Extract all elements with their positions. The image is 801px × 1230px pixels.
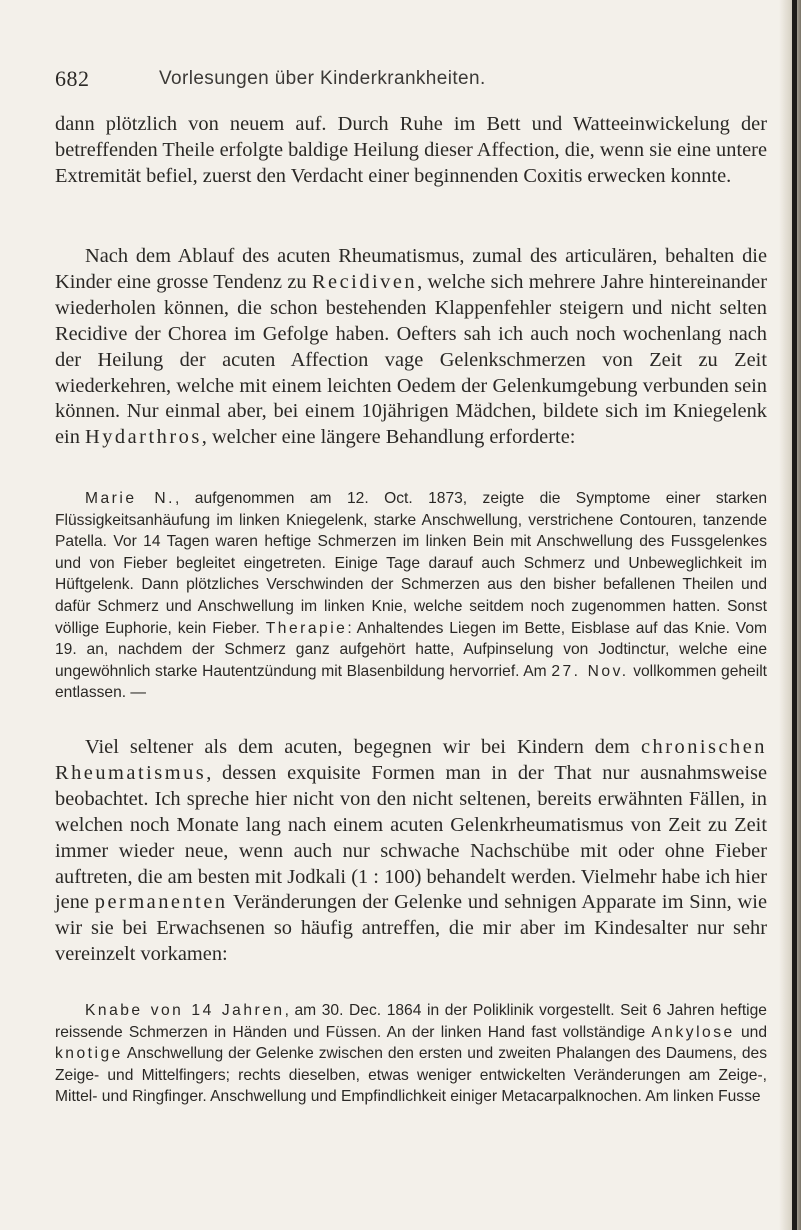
term-knotige: knotige bbox=[55, 1045, 123, 1063]
case-report-marie bbox=[55, 488, 767, 704]
term-therapie: Therapie bbox=[265, 619, 348, 637]
paragraph-chronic-rheumatism bbox=[55, 735, 767, 968]
paragraph-2-part-c: , welcher eine längere Behandlung erforderte: bbox=[201, 426, 576, 449]
term-permanenten: permanenten bbox=[94, 891, 228, 914]
paragraph-2-part-a: Nach dem Ablauf des acuten Rheumatismus, zumal des articulären, behalten die Kinder eine grosse Tendenz zu bbox=[55, 245, 767, 293]
case-1-patient-name: Marie N. bbox=[85, 490, 176, 507]
running-head: Vorlesungen über Kinderkrankheiten. bbox=[159, 68, 486, 89]
case-2-patient-name: Knabe von 14 Jahren bbox=[85, 1002, 285, 1019]
case-1-discharge-date: 27. Nov. bbox=[551, 662, 629, 680]
case-2-part-b: und bbox=[734, 1023, 767, 1041]
term-hydarthros: Hydarthros bbox=[85, 426, 202, 449]
case-report-knabe bbox=[55, 1000, 767, 1108]
term-chronischen-rheumatismus: chronischen Rheumatismus bbox=[55, 736, 767, 784]
paragraph-3-part-c: Veränderungen der Gelenke und sehnigen Apparate im Sinn, wie wir sie bei Erwachsenen so häufig antreffen, die mir aber im Kindesalter nur sehr vereinzelt vorkamen: bbox=[55, 891, 768, 966]
paragraph-3-text bbox=[55, 735, 767, 968]
paragraph-2-part-b: , welche sich mehrere Jahre hintereinander wiederholen können, die schon bestehenden Klappenfehler steigern und nicht selten Recidive der Chorea im Gefolge haben. Oefters sah ich auch noch wochenlang nach der Heilung der acuten Affection vage Gelenkschmerzen von Zeit zu Zeit wiederkehren, welche mit einem leichten Oedem der Gelenkumgebung verbunden sein können. Nur einmal aber, bei einem 10jährigen Mädchen, bildete sich im Kniegelenk ein bbox=[55, 270, 767, 449]
case-1-text bbox=[55, 488, 767, 704]
paragraph-2-text bbox=[55, 244, 767, 451]
case-1-part-c: vollkommen geheilt entlassen. — bbox=[55, 662, 767, 702]
case-2-text bbox=[55, 1000, 767, 1108]
case-1-part-a: , aufgenommen am 12. Oct. 1873, zeigte die Symptome einer starken Flüssigkeitsanhäufung im linken Kniegelenk, starke Anschwellung, verstrichene Contouren, tanzende Patella. Vor 14 Tagen waren heftige Schmerzen im linken Bein mit Anschwellung des Fussgelenkes und von Fieber begleitet eingetreten. Einige Tage darauf auch Schmerz und Unbeweglichkeit im Hüftgelenk. Dann plötzliches Verschwinden der Schmerzen aus den bisher befallenen Theilen und dafür Schmerz und Anschwellung im linken Knie, welche seitdem noch zugenommen hatten. Sonst völlige Euphorie, kein Fieber. bbox=[55, 490, 767, 637]
term-ankylose: Ankylose bbox=[651, 1023, 735, 1041]
term-recidiven: Recidiven bbox=[311, 270, 418, 293]
page-edge-shadow bbox=[779, 0, 801, 1230]
paragraph-3-part-a: Viel seltener als dem acuten, begegnen wir bei Kindern dem bbox=[85, 736, 641, 758]
paragraph-3-part-b: , dessen exquisite Formen man in der That nur ausnahmsweise beobachtet. Ich spreche hier nicht von den nicht seltenen, bereits erwähnten Fällen, in welchen noch Monate lang nach einem acuten Gelenkrheumatismus von Zeit zu Zeit immer wieder neue, wenn auch nur schwache Nachschübe mit oder ohne Fieber auftreten, die am besten mit Jodkali (1 : 100) behandelt werden. Vielmehr habe ich hier jene bbox=[55, 761, 767, 914]
paragraph-1-text: dann plötzlich von neuem auf. Durch Ruhe im Bett und Watteeinwickelung der betreffenden Theile erfolgte baldige Heilung dieser Affection, die, wenn sie eine untere Extremität befiel, zuerst den Verdacht einer beginnenden Coxitis erwecken konnte. bbox=[55, 113, 767, 187]
paragraph-recidiven bbox=[55, 244, 767, 451]
case-2-part-a: , am 30. Dec. 1864 in der Poliklinik vorgestellt. Seit 6 Jahren heftige reissende Schmerzen in Händen und Füssen. An der linken Hand fast vollständige bbox=[55, 1002, 767, 1041]
page-number: 682 bbox=[55, 66, 90, 91]
case-2-part-c: Anschwellung der Gelenke zwischen den ersten und zweiten Phalangen des Daumens, des Zeige- und Mittelfingers; rechts dieselben, etwas weniger entwickelten Veränderungen am Zeige-, Mittel- und Ringfinger. Anschwellung und Empfindlichkeit einiger Metacarpalknochen. Am linken Fusse bbox=[55, 1045, 767, 1106]
page-edge-line bbox=[792, 0, 797, 1230]
page-header bbox=[55, 56, 755, 96]
case-1-part-b: : Anhaltendes Liegen im Bette, Eisblase auf das Knie. Vom 19. an, nachdem der Schmerz ganz aufgehört hatte, Aufpinselung von Jodtinctur, welche eine ungewöhnlich starke Hautentzündung mit Blasenbildung hervorrief. Am bbox=[55, 619, 767, 680]
paragraph-continuation bbox=[55, 112, 767, 190]
